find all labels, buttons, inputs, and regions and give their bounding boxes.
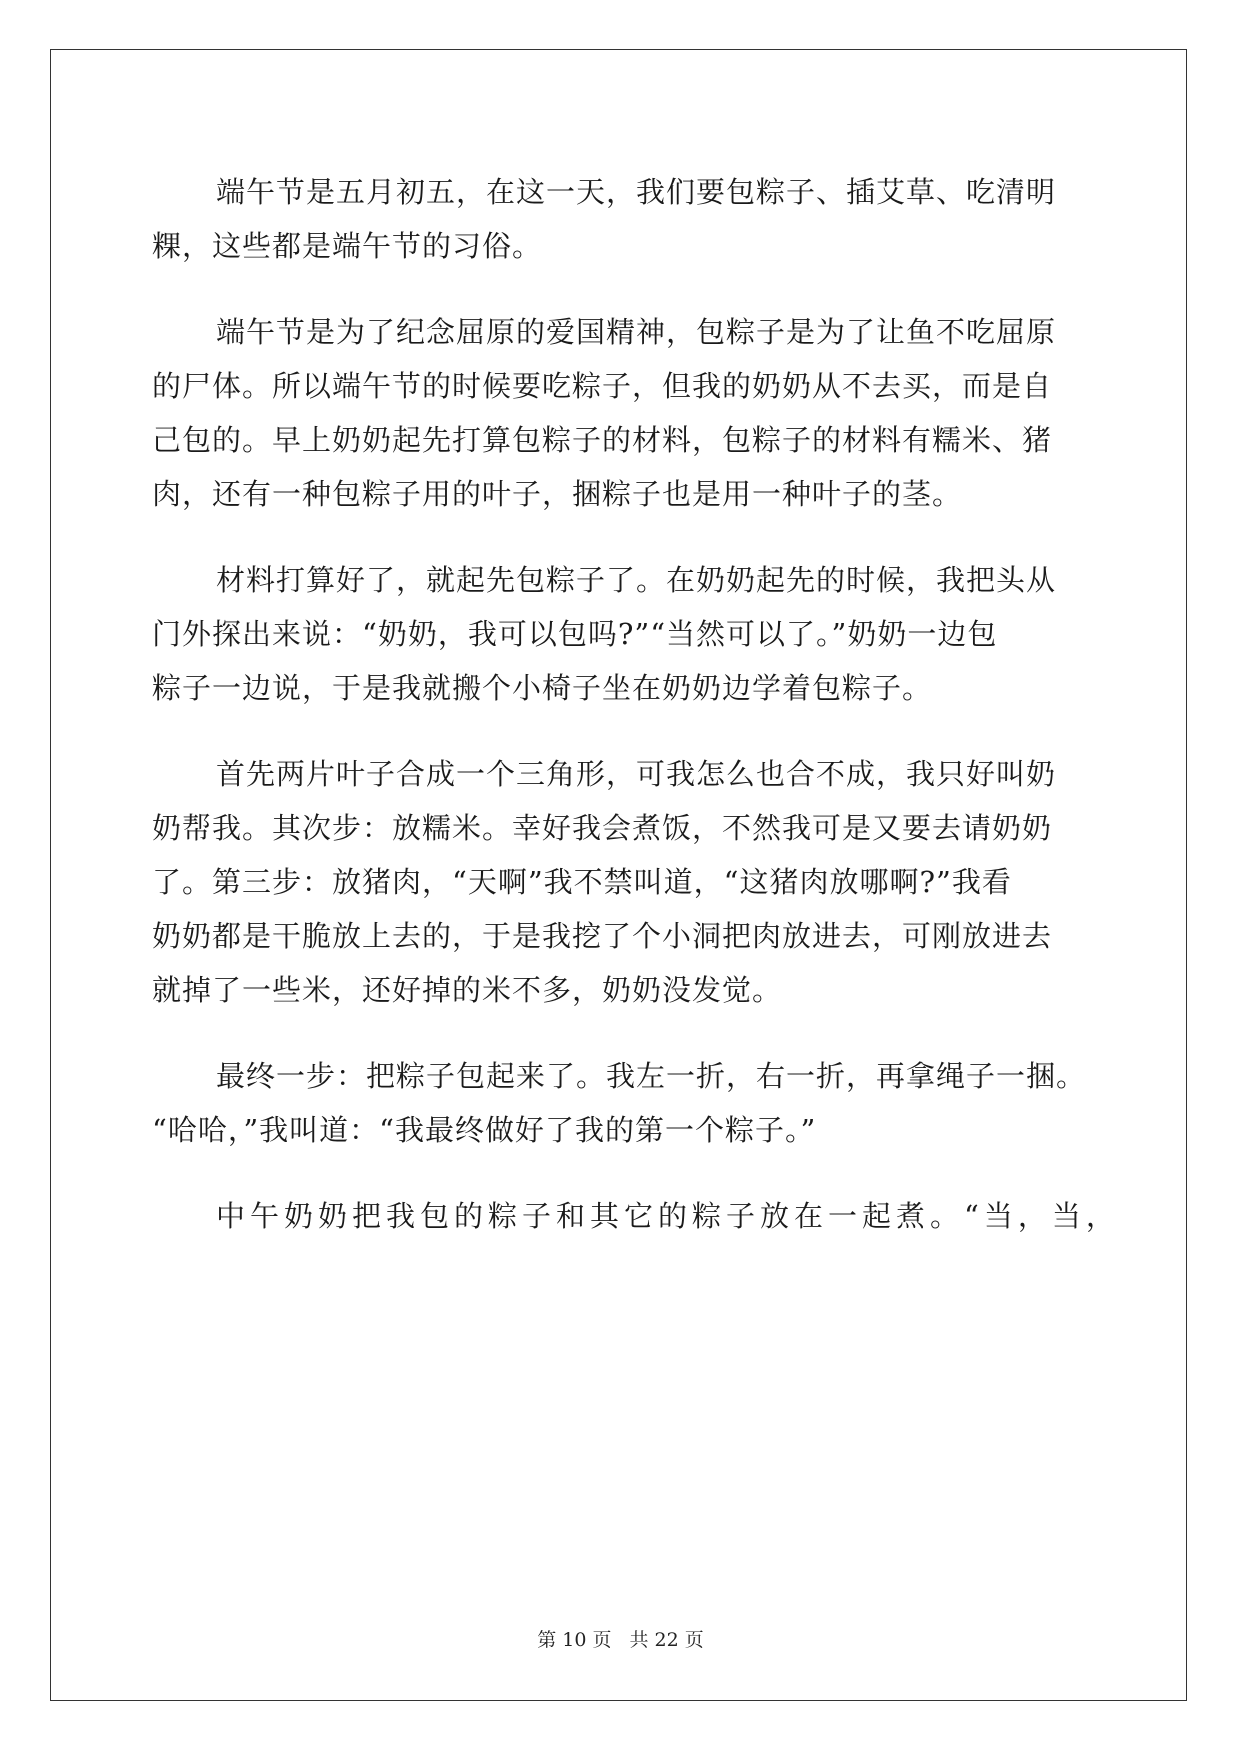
text-line: 就掉了一些米，还好掉的米不多，奶奶没发觉。 bbox=[152, 973, 783, 1007]
total-count: 22 bbox=[654, 1629, 679, 1651]
paragraph bbox=[152, 747, 1087, 1017]
text-line: 粿，这些都是端午节的习俗。 bbox=[152, 229, 543, 263]
text-line: 最终一步：把粽子包起来了。我左一折，右一折，再拿绳子一捆。 bbox=[216, 1059, 1087, 1093]
text-line: 端午节是五月初五，在这一天，我们要包粽子、插艾草、吃清明 bbox=[216, 175, 1057, 209]
page-total bbox=[627, 1629, 707, 1651]
text-line: 首先两片叶子合成一个三角形，可我怎么也合不成，我只好叫奶 bbox=[216, 757, 1057, 791]
text-line: 中午奶奶把我包的粽子和其它的粽子放在一起煮。“当，当， bbox=[216, 1199, 1120, 1233]
paragraph bbox=[152, 165, 1087, 273]
text-line: 肉，还有一种包粽子用的叶子，捆粽子也是用一种叶子的茎。 bbox=[152, 477, 963, 511]
text-line: 门外探出来说：“奶奶，我可以包吗?”“当然可以了。”奶奶一边包 bbox=[152, 617, 998, 651]
total-suffix: 页 bbox=[684, 1629, 704, 1651]
paragraph bbox=[152, 1189, 1120, 1243]
total-prefix: 共 bbox=[629, 1629, 649, 1651]
text-line: 材料打算好了，就起先包粽子了。在奶奶起先的时候，我把头从 bbox=[216, 563, 1057, 597]
page-number bbox=[534, 1629, 614, 1651]
page-suffix: 页 bbox=[592, 1629, 612, 1651]
paragraph bbox=[152, 553, 1087, 715]
document-body bbox=[152, 165, 1120, 1275]
text-line: 奶帮我。其次步：放糯米。幸好我会煮饭，不然我可是又要去请奶奶 bbox=[152, 811, 1053, 845]
text-line: 奶奶都是干脆放上去的，于是我挖了个小洞把肉放进去，可刚放进去 bbox=[152, 919, 1053, 953]
text-line: 了。第三步：放猪肉，“天啊”我不禁叫道，“这猪肉放哪啊?”我看 bbox=[152, 865, 1012, 899]
page-prefix: 第 bbox=[537, 1629, 557, 1651]
text-line: 端午节是为了纪念屈原的爱国精神，包粽子是为了让鱼不吃屈原 bbox=[216, 315, 1057, 349]
text-line: 粽子一边说，于是我就搬个小椅子坐在奶奶边学着包粽子。 bbox=[152, 671, 933, 705]
text-line: 己包的。早上奶奶起先打算包粽子的材料，包粽子的材料有糯米、猪 bbox=[152, 423, 1053, 457]
text-line: “哈哈，”我叫道：“我最终做好了我的第一个粽子。” bbox=[152, 1113, 817, 1147]
page-footer bbox=[0, 1625, 1241, 1652]
paragraph bbox=[152, 305, 1087, 521]
text-line: 的尸体。所以端午节的时候要吃粽子，但我的奶奶从不去买，而是自 bbox=[152, 369, 1053, 403]
page-current: 10 bbox=[562, 1629, 587, 1651]
paragraph bbox=[152, 1049, 1087, 1157]
